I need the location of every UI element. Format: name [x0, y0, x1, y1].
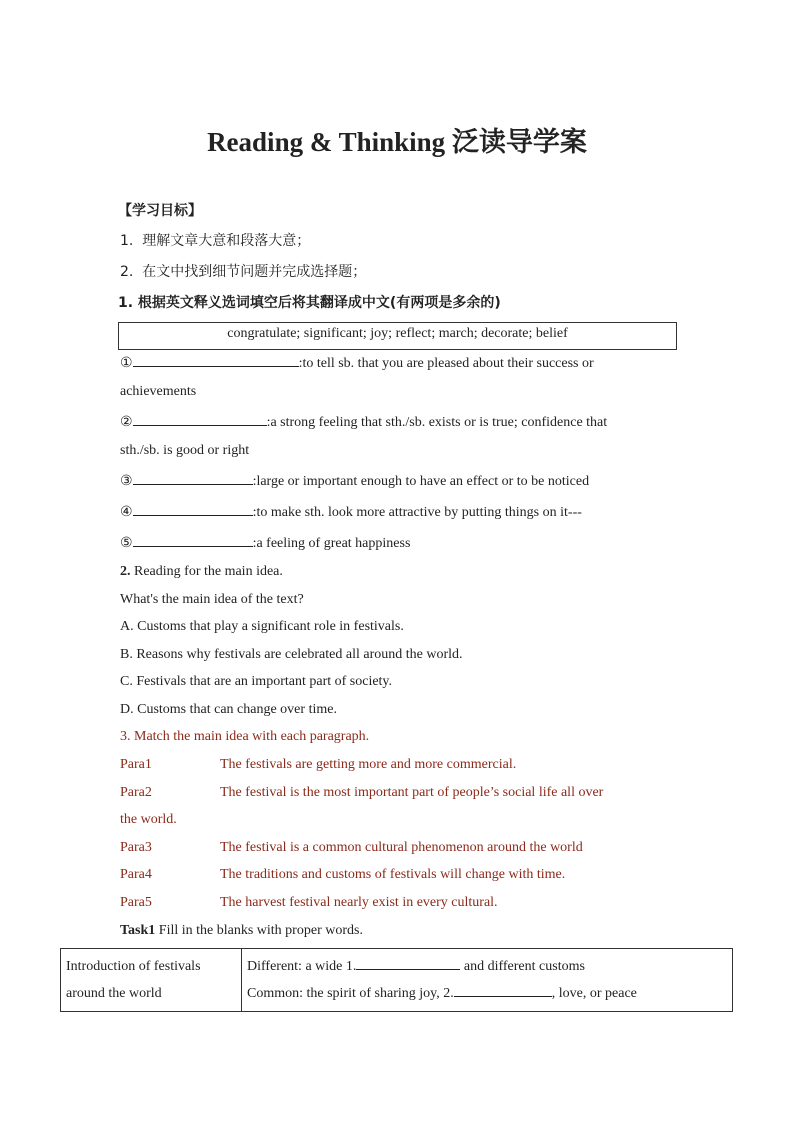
common-suffix: , love, or peace	[551, 986, 637, 1001]
circled-number: ②	[120, 415, 133, 430]
blank-2[interactable]	[454, 982, 552, 997]
option-c[interactable]: C. Festivals that are an important part of society.	[120, 674, 393, 689]
definition: :large or important enough to have an effect or to be noticed	[252, 474, 590, 489]
option-d[interactable]: D. Customs that can change over time.	[120, 702, 337, 717]
answer-blank[interactable]	[133, 470, 253, 485]
para-label-3: Para3	[120, 840, 152, 855]
main-idea-question: What's the main idea of the text?	[120, 592, 304, 607]
objective-number: 1.	[120, 233, 134, 249]
circled-number: ⑤	[120, 536, 133, 551]
section1-heading: 1. 根据英文释义选词填空后将其翻译成中文(有两项是多余的)	[118, 295, 501, 311]
para-idea-2-continued: the world.	[120, 812, 177, 827]
table-left-line-1: Introduction of festivals	[66, 959, 201, 974]
vocab-item-4	[120, 501, 582, 523]
task1-label: Task1	[120, 923, 156, 938]
definition-continued: sth./sb. is good or right	[120, 443, 250, 458]
table-row-different	[247, 953, 727, 980]
vocab-item-3	[120, 470, 589, 492]
para-idea-4: The traditions and customs of festivals will change with time.	[220, 867, 566, 882]
para-label-2: Para2	[120, 785, 152, 800]
section2-number: 2.	[120, 564, 131, 579]
objective-text: 理解文章大意和段落大意；	[142, 233, 311, 249]
section2-title: Reading for the main idea.	[130, 564, 283, 579]
task1-heading	[120, 921, 363, 941]
answer-blank[interactable]	[133, 501, 253, 516]
vocab-item-5	[120, 532, 410, 554]
objective-item-1	[120, 230, 310, 250]
definition: :a strong feeling that sth./sb. exists or is true; confidence that	[266, 415, 608, 430]
para-label-1: Para1	[120, 757, 152, 772]
para-idea-5: The harvest festival nearly exist in every cultural.	[220, 895, 498, 910]
blank-1[interactable]	[356, 955, 460, 970]
answer-blank[interactable]	[133, 411, 267, 426]
task1-table	[60, 948, 733, 1012]
table-left-cell	[61, 949, 242, 1012]
definition: :to make sth. look more attractive by putting things on it---	[252, 505, 582, 520]
circled-number: ③	[120, 474, 133, 489]
definition: :to tell sb. that you are pleased about their success or	[298, 356, 594, 371]
para-idea-1: The festivals are getting more and more commercial.	[220, 757, 517, 772]
vocab-item-1	[120, 352, 673, 374]
definition-continued: achievements	[120, 384, 197, 399]
objective-number: 2.	[120, 264, 134, 280]
common-label: Common: the spirit of sharing joy, 2.	[247, 986, 454, 1001]
vocab-item-2	[120, 411, 607, 433]
different-suffix: and different customs	[460, 959, 585, 974]
section3-heading: 3. Match the main idea with each paragraph.	[120, 729, 370, 744]
objective-text: 在文中找到细节问题并完成选择题；	[142, 264, 367, 280]
different-label: Different: a wide 1.	[247, 959, 357, 974]
option-a[interactable]: A. Customs that play a significant role in festivals.	[120, 619, 404, 634]
task1-instructions: Fill in the blanks with proper words.	[155, 923, 363, 938]
para-label-5: Para5	[120, 895, 152, 910]
word-box	[118, 322, 677, 350]
section2-heading	[120, 562, 283, 582]
para-idea-2: The festival is the most important part of people’s social life all over	[220, 785, 604, 800]
word-list: congratulate; significant; joy; reflect; march; decorate; belief	[227, 326, 568, 341]
circled-number: ④	[120, 505, 133, 520]
circled-number: ①	[120, 356, 133, 371]
option-b[interactable]: B. Reasons why festivals are celebrated all around the world.	[120, 647, 463, 662]
table-left-line-2: around the world	[66, 986, 162, 1001]
answer-blank[interactable]	[133, 352, 299, 367]
definition: :a feeling of great happiness	[252, 536, 411, 551]
para-label-4: Para4	[120, 867, 152, 882]
objective-item-2	[120, 261, 366, 281]
page-title: Reading & Thinking 泛读导学案	[207, 127, 587, 157]
objectives-heading: 【学习目标】	[118, 203, 202, 219]
para-idea-3: The festival is a common cultural phenomenon around the world	[220, 840, 583, 855]
answer-blank[interactable]	[133, 532, 253, 547]
table-right-cell	[242, 949, 733, 1012]
table-row-common	[247, 980, 727, 1007]
